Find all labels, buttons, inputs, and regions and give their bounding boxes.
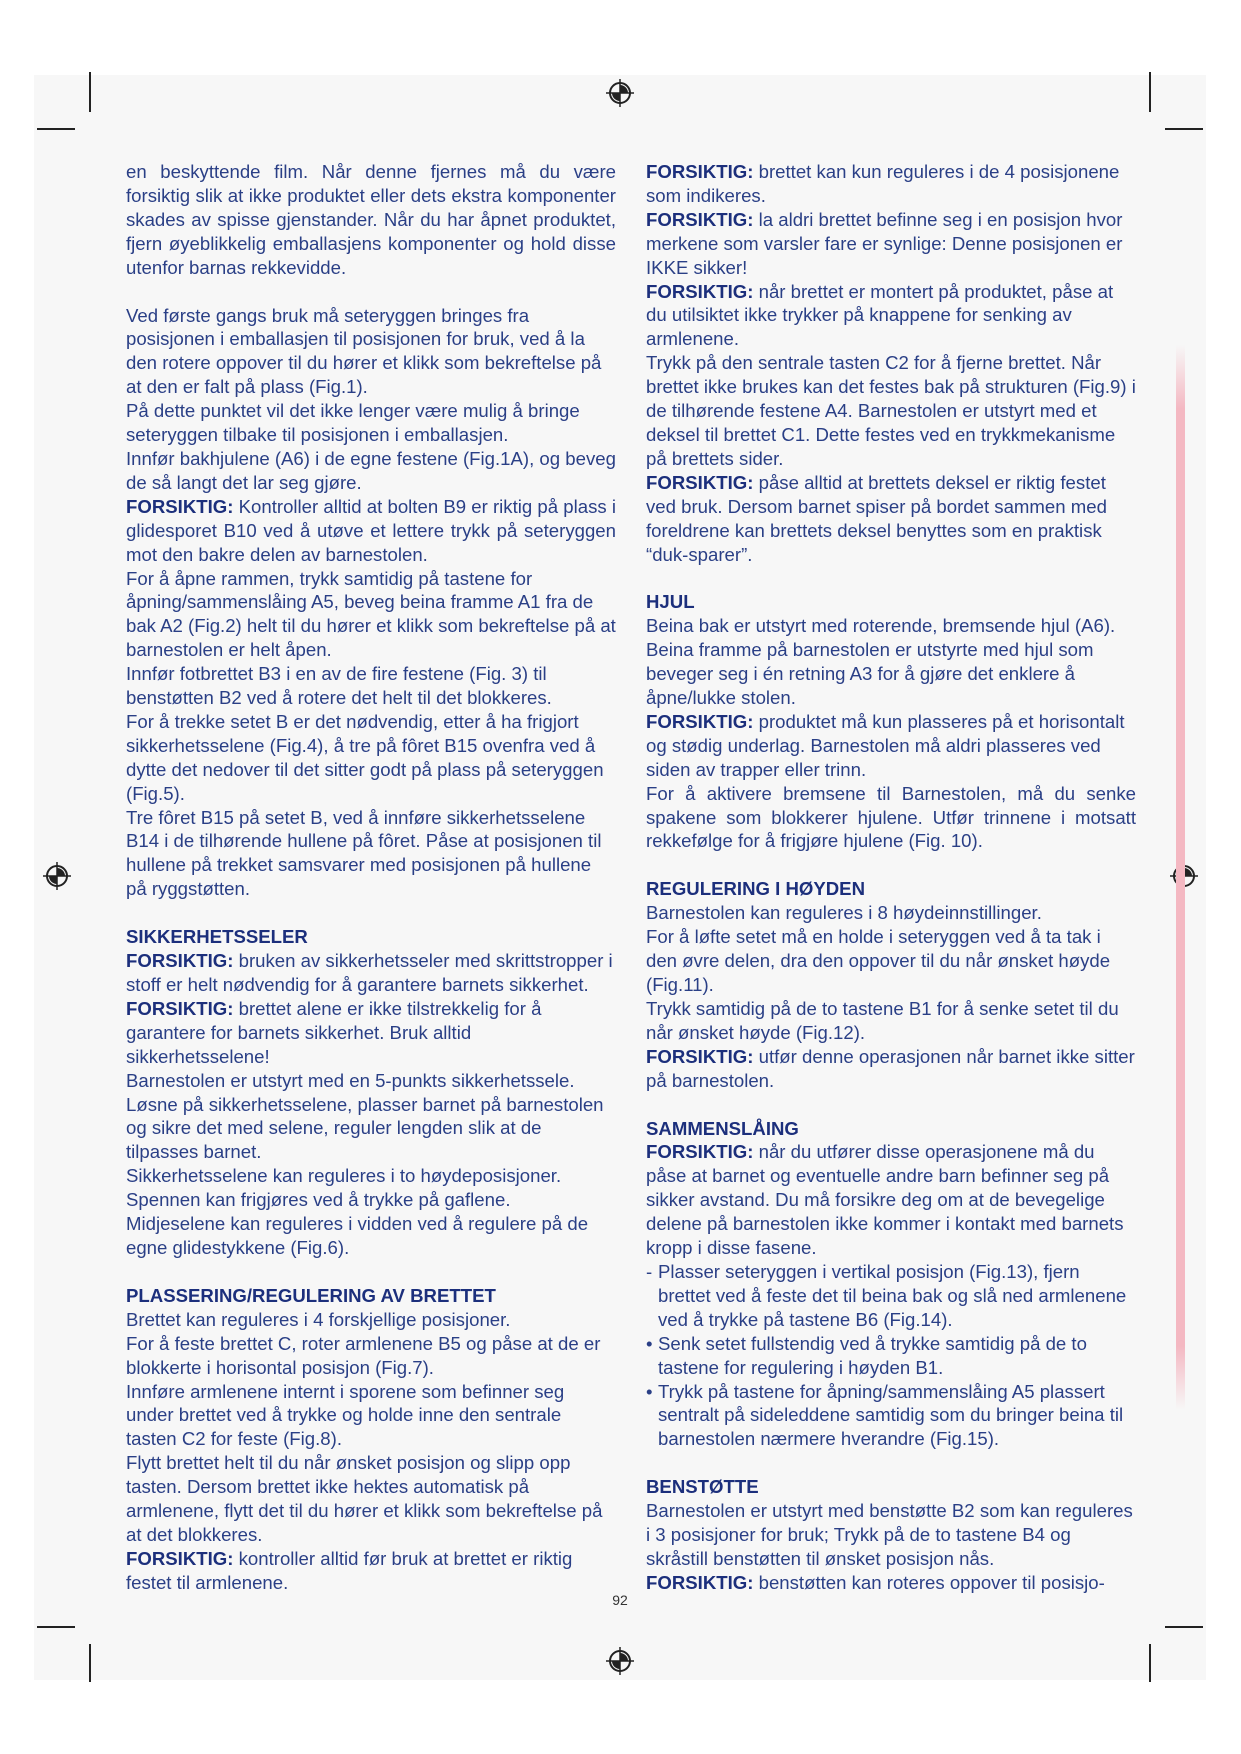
paragraph: Barnestolen er utstyrt med en 5-punkts sikkerhetssele. [126,1069,575,1091]
paragraph: Barnestolen er utstyrt med benstøtte B2 som kan reguleres i 3 posisjoner for bruk; Trykk på de to tastene B4 og skråstill benstøtten til ønsket posisjon nås. [646,1500,1133,1569]
paragraph: For å løfte setet må en holde i seteryggen ved å ta tak i den øvre delen, dra den oppover til du når ønsket høyde (Fig.11). [646,926,1111,995]
warning-paragraph: FORSIKTIG: når brettet er montert på produktet, påse at du utilsiktet ikke trykker på knappene for senking av armlenene. [646,280,1114,350]
warning-paragraph: FORSIKTIG: påse alltid at brettets deksel er riktig festet ved bruk. Dersom barnet spiser på bordet sammen med foreldrene kan brettets deksel benyttes som en praktisk “duk-sparer”. [646,471,1107,565]
warning-paragraph: FORSIKTIG: bruken av sikkerhetsseler med skrittstropper i stoff er helt nødvendig for å garantere barnets sikkerhet. [126,950,613,995]
section-heading-sikkerhetsseler: SIKKERHETSSELER [126,926,308,948]
paragraph: På dette punktet vil det ikke lenger være mulig å bringe seteryggen tilbake til posisjonen i emballasjen. [126,400,580,446]
warning-label: FORSIKTIG: [646,471,754,493]
paragraph: For å aktivere bremsene til Barnestolen, må du senke spakene som blokkerer hjulene. Utfør trinnene i motsatt rekkefølge for å frigjøre hjulene (Fig. 10). [646,782,1136,852]
warning-paragraph: FORSIKTIG: Kontroller alltid at bolten B9 er riktig på plass i glidesporet B10 ved å utøve et lettere trykk på seteryggen mot den bakre delen av barnestolen. [126,495,616,565]
crop-mark-top-right-horizontal [1165,128,1203,130]
registration-mark-top-icon [605,78,635,108]
warning-label: FORSIKTIG: [646,208,754,230]
registration-mark-left-icon [42,861,72,891]
paragraph: Innfør fotbrettet B3 i en av de fire festene (Fig. 3) til benstøtten B2 ved å rotere det helt til det blokkeres. [126,663,552,709]
warning-paragraph: FORSIKTIG: når du utfører disse operasjonene må du påse at barnet og eventuelle andre barn befinner seg på sikker avstand. Du må forsikre deg om at de bevegelige delene på barnestolen ikke kommer i kontakt med barnets kropp i disse fasene. [646,1141,1124,1259]
paragraph: Beina bak er utstyrt med roterende, bremsende hjul (A6). [646,615,1116,637]
left-column [126,160,616,1595]
right-column [646,160,1136,1595]
warning-paragraph: FORSIKTIG: kontroller alltid før bruk at brettet er riktig festet til armlenene. [126,1547,573,1593]
section-heading-plassering: PLASSERING/REGULERING AV BRETTET [126,1284,496,1306]
warning-label: FORSIKTIG: [646,1571,754,1593]
color-bar-strip [1176,345,1185,1410]
crop-mark-top-left-horizontal [37,128,75,130]
paragraph: Flytt brettet helt til du når ønsket posisjon og slipp opp tasten. Dersom brettet ikke hektes automatisk på armlenene, flytt det til du hører et klikk som bekreftelse på at det blokkeres. [126,1452,603,1545]
paragraph: For å trekke setet B er det nødvendig, etter å ha frigjort sikkerhetsselene (Fig.4), å tre på fôret B15 ovenfra ved å dytte det nedover til det sitter godt på plass på seteryggen (Fig.5). [126,710,604,804]
page-number: 92 [612,1592,628,1608]
section-heading-sammenslaaing: SAMMENSLÅING [646,1117,799,1139]
bullet-marker: • [646,1380,653,1402]
paragraph: Trykk på den sentrale tasten C2 for å fjerne brettet. Når brettet ikke brukes kan det festes bak på strukturen (Fig.9) i de tilhørende festene A4. Barnestolen er utstyrt med et deksel til brettet C1. Dette festes ved en trykkmekanisme på brettets sider. [646,352,1136,469]
warning-label: FORSIKTIG: [646,710,754,732]
section-heading-regulering-i-hoyden: REGULERING I HØYDEN [646,878,866,900]
list-item: • Trykk på tastene for åpning/sammenslåing A5 plassert sentralt på sideleddene samtidig som du bringer beina til barnestolen nærmere hverandre (Fig.15). [646,1380,1124,1450]
section-heading-benstotte: BENSTØTTE [646,1476,759,1498]
paragraph: For å feste brettet C, roter armlenene B5 og påse at de er blokkerte i horisontal posisjon (Fig.7). [126,1332,601,1378]
paragraph: For å åpne rammen, trykk samtidig på tastene for åpning/sammenslåing A5, beveg beina framme A1 fra de bak A2 (Fig.2) helt til du hører et klikk som bekreftelse på at barnestolen er helt åpen. [126,567,616,661]
paragraph: Trykk samtidig på de to tastene B1 for å senke setet til du når ønsket høyde (Fig.12). [646,997,1119,1043]
dash-marker: - [646,1260,653,1282]
warning-label: FORSIKTIG: [126,997,234,1019]
warning-paragraph: FORSIKTIG: benstøtten kan roteres oppover til posisjo- [646,1571,1105,1593]
crop-mark-top-left-vertical [89,72,91,112]
registration-mark-bottom-icon [605,1646,635,1676]
warning-label: FORSIKTIG: [126,495,234,517]
paragraph: Brettet kan reguleres i 4 forskjellige posisjoner. [126,1308,511,1330]
paragraph: Spennen kan frigjøres ved å trykke på gaflene. [126,1189,511,1211]
warning-label: FORSIKTIG: [646,1045,754,1067]
section-heading-hjul: HJUL [646,591,695,613]
warning-label: FORSIKTIG: [646,1141,754,1163]
paragraph: en beskyttende film. Når denne fjernes må du være forsiktig slik at ikke produktet eller dets ekstra komponenter skades av spisse gjenstander. Når du har åpnet produktet, fjern øyeblikkelig emballasjens komponenter og hold disse utenfor barnas rekkevidde. [126,161,616,278]
warning-paragraph: FORSIKTIG: brettet alene er ikke tilstrekkelig for å garantere for barnets sikkerhet. Bruk alltid sikkerhetsselene! [126,997,542,1067]
list-item: - Plasser seteryggen i vertikal posisjon (Fig.13), fjern brettet ved å feste det til beina bak og slå ned armlenene ved å trykke på tastene B6 (Fig.14). [646,1260,1127,1330]
paragraph: Beina framme på barnestolen er utstyrte med hjul som beveger seg i én retning A3 for å gjøre det enklere å åpne/lukke stolen. [646,639,1094,709]
paragraph: Løsne på sikkerhetsselene, plasser barnet på barnestolen og sikre det med selene, reguler lengden slik at de tilpasses barnet. [126,1093,604,1163]
warning-label: FORSIKTIG: [126,950,234,972]
paragraph: Barnestolen kan reguleres i 8 høydeinnstillinger. [646,902,1042,924]
warning-paragraph: FORSIKTIG: produktet må kun plasseres på et horisontalt og stødig underlag. Barnestolen må aldri plasseres ved siden av trapper eller trinn. [646,710,1125,780]
warning-label: FORSIKTIG: [126,1547,234,1569]
paragraph: Innføre armlenene internt i sporene som befinner seg under brettet ved å trykke og holde inne den sentrale tasten C2 for feste (Fig.8). [126,1380,565,1450]
warning-paragraph: FORSIKTIG: brettet kan kun reguleres i de 4 posisjonene som indikeres. [646,161,1120,206]
paragraph: Tre fôret B15 på setet B, ved å innføre sikkerhetsselene B14 i de tilhørende hullene på fôret. Påse at posisjonen til hullene på trekket samsvarer med posisjonen på hullene på ryggstøtten. [126,806,602,900]
warning-label: FORSIKTIG: [646,280,754,302]
paragraph: Ved første gangs bruk må seteryggen bringes fra posisjonen i emballasjen til posisjonen for bruk, ved å la den rotere oppover til du hører et klikk som bekreftelse på at den er falt på plass (Fig.1). [126,304,602,398]
bullet-marker: • [646,1332,653,1354]
crop-mark-bottom-left-horizontal [37,1626,75,1628]
paragraph: Midjeselene kan reguleres i vidden ved å regulere på de egne glidestykkene (Fig.6). [126,1213,589,1258]
crop-mark-bottom-left-vertical [89,1644,91,1682]
warning-paragraph: FORSIKTIG: la aldri brettet befinne seg i en posisjon hvor merkene som varsler fare er synlige: Denne posisjonen er IKKE sikker! [646,208,1123,278]
crop-mark-bottom-right-vertical [1149,1644,1151,1682]
crop-mark-top-right-vertical [1149,72,1151,112]
paragraph: Innfør bakhjulene (A6) i de egne festene (Fig.1A), og beveg de så langt det lar seg gjøre. [126,447,616,493]
paragraph: Sikkerhetsselene kan reguleres i to høydeposisjoner. [126,1165,562,1187]
warning-paragraph: FORSIKTIG: utfør denne operasjonen når barnet ikke sitter på barnestolen. [646,1045,1135,1091]
warning-label: FORSIKTIG: [646,161,754,182]
list-item: • Senk setet fullstendig ved å trykke samtidig på de to tastene for regulering i høyden B1. [646,1332,1087,1378]
crop-mark-bottom-right-horizontal [1165,1626,1203,1628]
